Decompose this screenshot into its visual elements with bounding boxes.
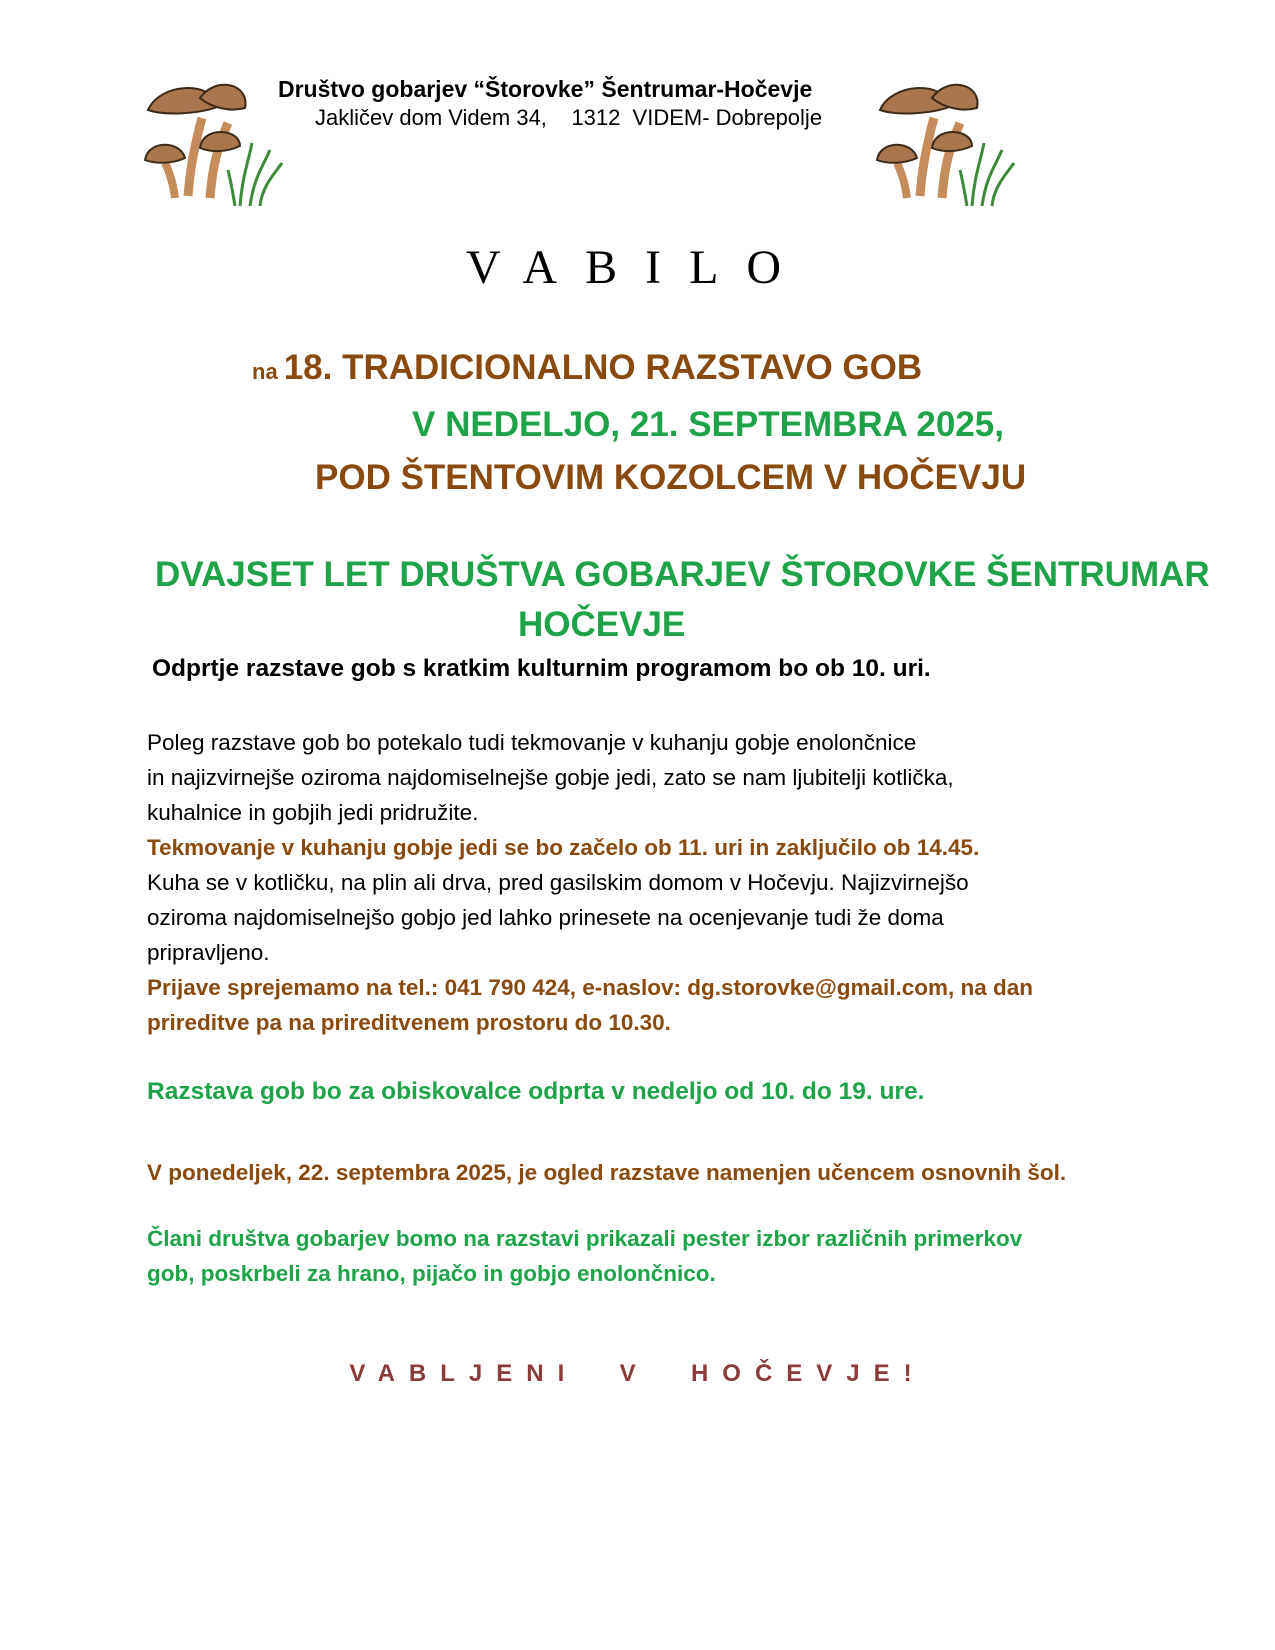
- competition-section: [147, 725, 1207, 1040]
- members-line-1: Člani društva gobarjev bomo na razstavi prikazali pester izbor različnih primerkov: [147, 1226, 1023, 1251]
- signup-info-2: prireditve pa na prireditvenem prostoru do 10.30.: [147, 1010, 671, 1035]
- competition-rules-3: pripravljeno.: [147, 940, 270, 965]
- members-note: [147, 1221, 1207, 1291]
- competition-text-3: kuhalnice in gobjih jedi pridružite.: [147, 800, 479, 825]
- mushroom-illustration-right: [872, 78, 1022, 208]
- event-name-line: [252, 348, 922, 388]
- competition-rules-2: oziroma najdomiselnejšo gobjo jed lahko prinesete na ocenjevanje tudi že doma: [147, 905, 944, 930]
- event-place: POD ŠTENTOVIM KOZOLCEM V HOČEVJU: [315, 458, 1027, 497]
- competition-rules-1: Kuha se v kotličku, na plin ali drva, pred gasilskim domom v Hočevju. Najizvirnejšo: [147, 870, 969, 895]
- mushroom-illustration-left: [140, 78, 290, 208]
- event-name: 18. TRADICIONALNO RAZSTAVO GOB: [283, 348, 923, 387]
- exhibition-hours: Razstava gob bo za obiskovalce odprta v nedeljo od 10. do 19. ure.: [147, 1078, 925, 1105]
- competition-text-1: Poleg razstave gob bo potekalo tudi tekmovanje v kuhanju gobje enolončnice: [147, 730, 917, 755]
- anniversary-line-2: HOČEVJE: [518, 605, 686, 644]
- anniversary-line-1: DVAJSET LET DRUŠTVA GOBARJEV ŠTOROVKE ŠENTRUMAR: [155, 555, 1210, 594]
- opening-note: Odprtje razstave gob s kratkim kulturnim programom bo ob 10. uri.: [152, 655, 931, 682]
- members-line-2: gob, poskrbeli za hrano, pijačo in gobjo enolončnico.: [147, 1261, 716, 1286]
- organization-name: Društvo gobarjev “Štorovke” Šentrumar-Hočevje: [278, 76, 813, 102]
- competition-text-2: in najizvirnejše oziroma najdomiselnejše gobje jedi, zato se nam ljubitelji kotlička,: [147, 765, 954, 790]
- competition-time: Tekmovanje v kuhanju gobje jedi se bo začelo ob 11. uri in zaključilo ob 14.45.: [147, 835, 980, 860]
- event-date: V NEDELJO, 21. SEPTEMBRA 2025,: [412, 405, 1004, 444]
- organization-address: Jakličev dom Videm 34, 1312 VIDEM- Dobrepolje: [315, 105, 823, 130]
- event-prefix: na: [252, 359, 278, 384]
- invitation-title: VABILO: [465, 241, 810, 294]
- monday-school-visit: V ponedeljek, 22. septembra 2025, je ogled razstave namenjen učencem osnovnih šol.: [147, 1160, 1067, 1185]
- closing-invitation: VABLJENI V HOČEVJE!: [349, 1360, 926, 1387]
- signup-info-1: Prijave sprejemamo na tel.: 041 790 424, e-naslov: dg.storovke@gmail.com, na dan: [147, 975, 1034, 1000]
